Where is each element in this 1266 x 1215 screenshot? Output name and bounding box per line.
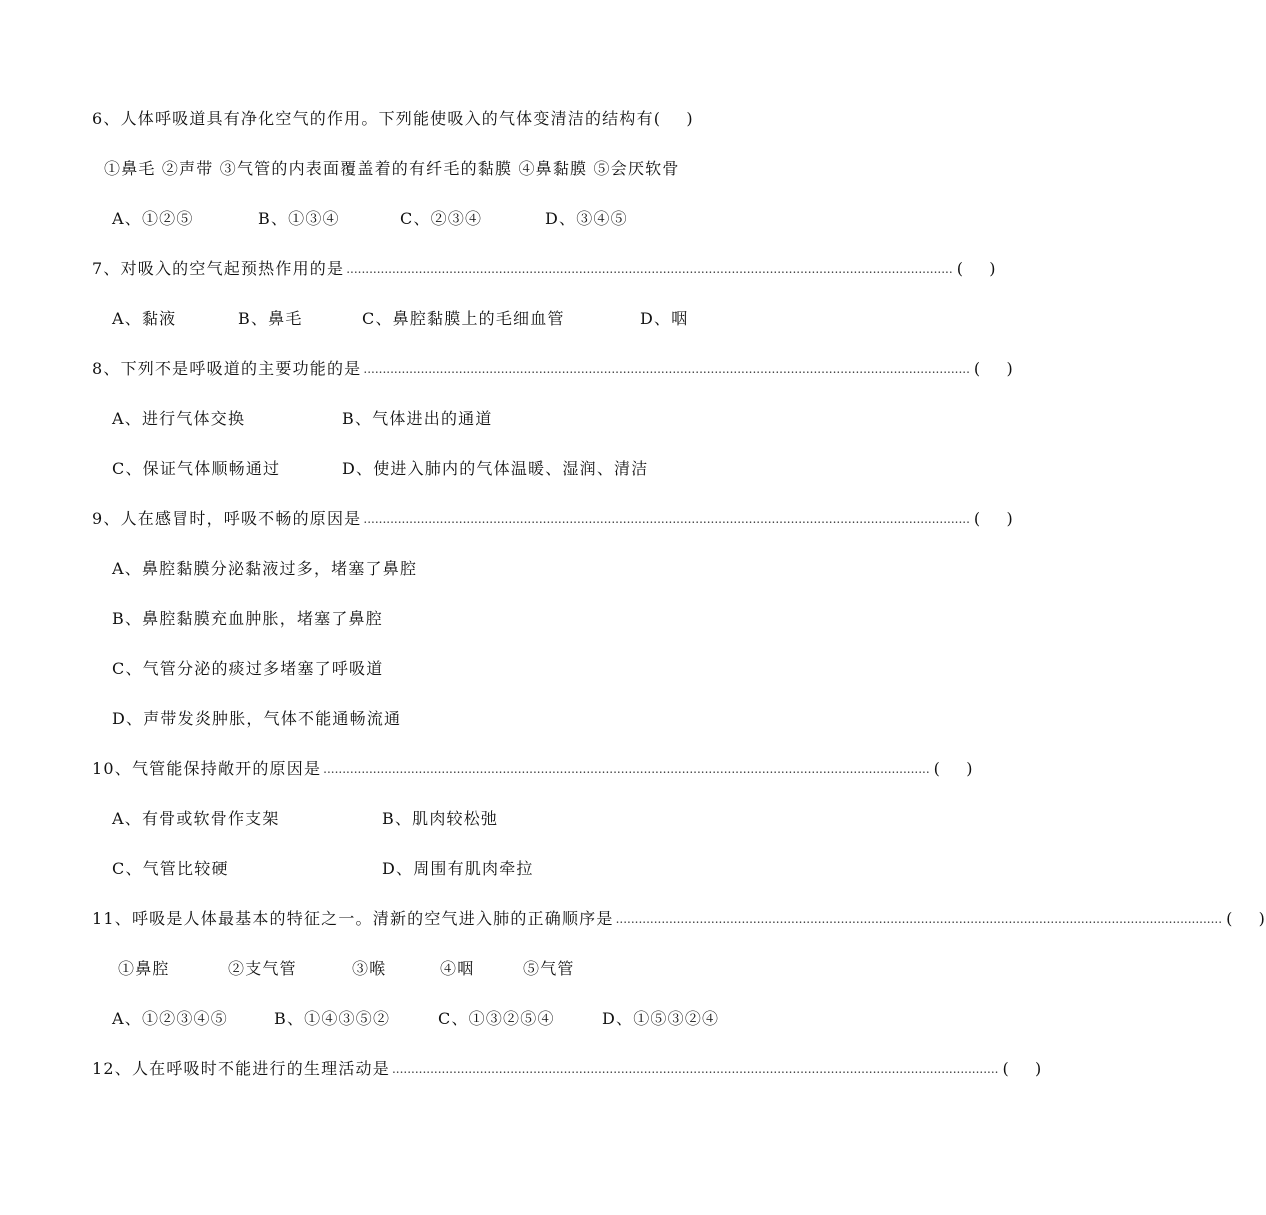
question-9-option-b[interactable]: B、鼻腔黏膜充血肿胀，堵塞了鼻腔 [112, 609, 383, 628]
question-12-answer-bracket[interactable]: ( ) [1002, 1059, 1043, 1078]
question-11-option-c[interactable]: C、①③②⑤④ [438, 1009, 555, 1028]
leader-dots: ............................................................................................................................................................... [346, 262, 953, 276]
question-8-option-b[interactable]: B、气体进出的通道 [342, 409, 493, 428]
question-6-option-d[interactable]: D、③④⑤ [545, 209, 628, 228]
leader-dots: ............................................................................................................................................................... [615, 912, 1223, 926]
question-10-option-c[interactable]: C、气管比较硬 [112, 859, 229, 878]
question-9-option-c[interactable]: C、气管分泌的痰过多堵塞了呼吸道 [112, 659, 384, 678]
leader-dots: ............................................................................................................................................................... [323, 762, 930, 776]
question-11-list-item-1: ①鼻腔 [118, 959, 170, 978]
leader-dots: ............................................................................................................................................................... [363, 512, 970, 526]
question-12-text: 12、人在呼吸时不能进行的生理活动是 [92, 1059, 390, 1078]
question-7-option-b[interactable]: B、鼻毛 [238, 309, 303, 328]
question-7-option-c[interactable]: C、鼻腔黏膜上的毛细血管 [362, 309, 565, 328]
question-11-answer-bracket[interactable]: ( ) [1226, 909, 1266, 928]
question-11-text: 11、呼吸是人体最基本的特征之一。清新的空气进入肺的正确顺序是 [92, 909, 614, 928]
question-10-text: 10、气管能保持敞开的原因是 [92, 759, 322, 778]
question-8-option-d[interactable]: D、使进入肺内的气体温暖、湿润、清洁 [342, 459, 649, 478]
question-8-answer-bracket[interactable]: ( ) [973, 359, 1014, 378]
question-7-answer-bracket[interactable]: ( ) [956, 259, 997, 278]
question-11-option-d[interactable]: D、①⑤③②④ [602, 1009, 720, 1028]
question-6-option-c[interactable]: C、②③④ [400, 209, 483, 228]
question-10-option-d[interactable]: D、周围有肌肉牵拉 [382, 859, 534, 878]
question-11-stem [92, 908, 1266, 930]
question-9-option-a[interactable]: A、鼻腔黏膜分泌黏液过多，堵塞了鼻腔 [112, 559, 418, 578]
question-11-option-b[interactable]: B、①④③⑤② [274, 1009, 391, 1028]
question-8-stem [92, 358, 1014, 380]
question-6-answer-bracket[interactable]: ) [661, 109, 694, 128]
question-11-list-item-2: ②支气管 [228, 959, 297, 978]
leader-dots: ............................................................................................................................................................... [363, 362, 970, 376]
question-7-text: 7、对吸入的空气起预热作用的是 [92, 259, 345, 278]
question-9-text: 9、人在感冒时，呼吸不畅的原因是 [92, 509, 362, 528]
question-8-option-a[interactable]: A、进行气体交换 [112, 409, 246, 428]
question-7-option-d[interactable]: D、咽 [640, 309, 689, 328]
question-10-option-a[interactable]: A、有骨或软骨作支架 [112, 809, 280, 828]
question-9-answer-bracket[interactable]: ( ) [973, 509, 1014, 528]
question-6-item-list: ①鼻毛 ②声带 ③气管的内表面覆盖着的有纤毛的黏膜 ④鼻黏膜 ⑤会厌软骨 [104, 159, 680, 178]
question-10-option-b[interactable]: B、肌肉较松弛 [382, 809, 499, 828]
question-9-stem [92, 508, 1014, 530]
question-6-option-b[interactable]: B、①③④ [258, 209, 340, 228]
question-6-option-a[interactable]: A、①②⑤ [112, 209, 194, 228]
question-8-text: 8、下列不是呼吸道的主要功能的是 [92, 359, 362, 378]
question-11-option-a[interactable]: A、①②③④⑤ [112, 1009, 228, 1028]
question-7-option-a[interactable]: A、黏液 [112, 309, 177, 328]
leader-dots: ............................................................................................................................................................... [391, 1062, 999, 1076]
question-7-stem [92, 258, 997, 280]
question-9-option-d[interactable]: D、声带发炎肿胀，气体不能通畅流通 [112, 709, 402, 728]
question-11-list-item-4: ④咽 [440, 959, 475, 978]
question-11-list-item-3: ③喉 [352, 959, 387, 978]
question-10-stem [92, 758, 974, 780]
question-6-text: 6、人体呼吸道具有净化空气的作用。下列能使吸入的气体变清洁的结构有( [92, 109, 662, 128]
question-12-stem [92, 1058, 1043, 1080]
question-8-option-c[interactable]: C、保证气体顺畅通过 [112, 459, 281, 478]
question-10-answer-bracket[interactable]: ( ) [933, 759, 974, 778]
question-6-stem [92, 108, 694, 130]
question-11-list-item-5: ⑤气管 [523, 959, 575, 978]
